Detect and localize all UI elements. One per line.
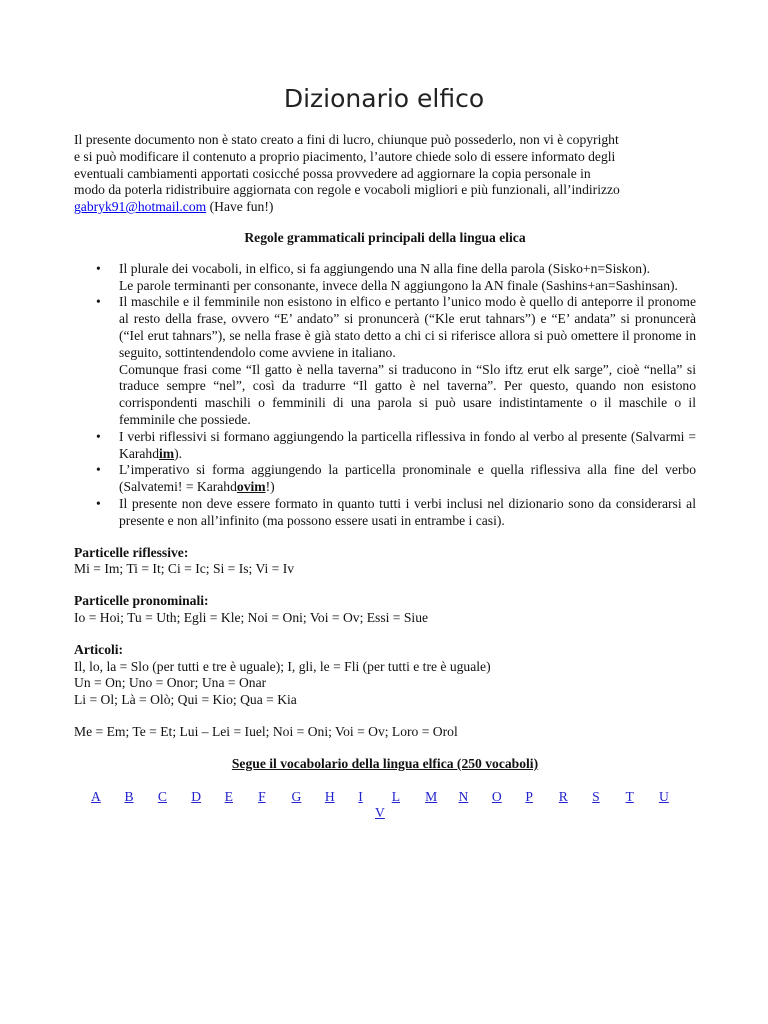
section-line: Il, lo, la = Slo (per tutti e tre è uguale); I, gli, le = Fli (per tutti e tre è uguale): [74, 658, 491, 674]
rule-text-part: I verbi riflessivi si formano aggiungendo la particella riflessiva in fondo al verbo al presente (Salvarmi = Karahd: [119, 428, 696, 461]
letter-link-d[interactable]: D: [191, 788, 202, 804]
intro-suffix: (Have fun!): [206, 199, 274, 215]
letter-link-m[interactable]: M: [425, 788, 438, 804]
bullet-icon: •: [96, 495, 101, 511]
rule-item: [74, 261, 696, 295]
section-title: Articoli:: [74, 641, 124, 657]
pronouns-line: Me = Em; Te = Et; Lui – Lei = Iuel; Noi = Oni; Voi = Ov; Loro = Orol: [74, 723, 458, 739]
rule-text: Il plurale dei vocaboli, in elfico, si fa aggiungendo una N alla fine della parola (Sisko+n=Siskon).: [119, 260, 650, 276]
letter-link-c[interactable]: C: [157, 788, 167, 804]
email-link[interactable]: gabryk91@hotmail.com: [74, 199, 207, 215]
section-line: Li = Ol; Là = Olò; Qui = Kio; Qua = Kia: [74, 692, 297, 708]
rule-text: Le parole terminanti per consonante, invece della N aggiungono la AN finale (Sashins+an=Sashinsan).: [119, 277, 678, 293]
rule-item: [74, 294, 696, 428]
pronominal-particles-section: [74, 593, 696, 627]
letter-link-n[interactable]: N: [458, 788, 469, 804]
rule-text: [119, 462, 696, 496]
rule-suffix-emphasis: ovim: [236, 479, 266, 495]
articles-section: [74, 642, 696, 709]
letter-link-g[interactable]: G: [291, 788, 302, 804]
rule-text-part: ).: [174, 445, 183, 461]
bullet-icon: •: [96, 462, 101, 478]
rule-item: [74, 496, 696, 530]
reflexive-particles-section: [74, 545, 696, 579]
rule-item: [74, 429, 696, 463]
letter-link-a[interactable]: A: [91, 788, 101, 804]
letter-link-t[interactable]: T: [625, 788, 634, 804]
letter-link-i[interactable]: I: [358, 788, 363, 804]
vocabulary-heading: Segue il vocabolario della lingua elfica (250 vocaboli): [231, 755, 539, 771]
rules-list: [74, 261, 696, 530]
rule-item: [74, 462, 696, 496]
letter-link-o[interactable]: O: [491, 788, 502, 804]
section-line: Io = Hoi; Tu = Uth; Egli = Kle; Noi = Oni; Voi = Ov; Essi = Siue: [74, 609, 429, 625]
letter-link-e[interactable]: E: [224, 788, 233, 804]
intro-line: e si può modificare il contenuto a proprio piacimento, l’autore chiede solo di essere informato degli: [74, 148, 616, 164]
bullet-icon: •: [96, 428, 101, 444]
letter-link-s[interactable]: S: [592, 788, 600, 804]
section-title: Particelle riflessive:: [74, 544, 189, 560]
section-line: Un = On; Uno = Onor; Una = Onar: [74, 675, 267, 691]
letter-link-v[interactable]: V: [375, 805, 385, 821]
letter-link-f[interactable]: F: [258, 788, 266, 804]
section-title: Particelle pronominali:: [74, 593, 209, 609]
intro-line: eventuali cambiamenti apportati cosicché possa provvedere ad aggiornare la copia personale in: [74, 165, 591, 181]
bullet-icon: •: [96, 260, 101, 276]
rule-text: Il presente non deve essere formato in quanto tutti i verbi inclusi nel dizionario sono da considerarsi al presente e non all’infinito (ma possono essere usati in entrambe i casi).: [119, 495, 696, 528]
letter-link-r[interactable]: R: [558, 788, 568, 804]
rule-text: Il maschile e il femminile non esistono in elfico e pertanto l’unico modo è quello di anteporre il pronome al resto della frase, ovvero “E’ andato” si pronuncerà (“Kle erut tahnars”) e “E’ andata” si pronuncerà (“Iel erut tahnars”), se nella frase è già stato detto a chi ci si riferisce allora si può omettere il pronome in seguito, sottintendendolo come avviene in italiano.: [119, 294, 696, 360]
letter-link-p[interactable]: P: [525, 788, 533, 804]
rule-text: [119, 429, 696, 463]
document-body: [74, 132, 696, 822]
intro-line: Il presente documento non è stato creato a fini di lucro, chiunque può possederlo, non vi è copyright: [74, 132, 619, 147]
letter-link-l[interactable]: L: [391, 788, 401, 804]
section-line: Mi = Im; Ti = It; Ci = Ic; Si = Is; Vi = Iv: [74, 561, 295, 577]
rule-text-part: L’imperativo si forma aggiungendo la particella pronominale e quella riflessiva alla fine del verbo (Salvatemi! = Karahd: [119, 462, 696, 495]
rules-heading: Regole grammaticali principali della lingua elica: [244, 229, 526, 245]
intro-line: modo da poterla ridistribuire aggiornata con regole e vocaboli migliori e più funzionali, all’indirizzo: [74, 182, 620, 198]
letter-link-h[interactable]: H: [324, 788, 335, 804]
rule-text-part: !): [265, 479, 275, 495]
letter-link-u[interactable]: U: [658, 788, 669, 804]
page-title: Dizionario elfico: [283, 84, 485, 113]
bullet-icon: •: [96, 294, 101, 310]
letter-index: [74, 789, 696, 823]
rule-suffix-emphasis: im: [159, 445, 175, 461]
letter-link-b[interactable]: B: [124, 788, 134, 804]
intro-paragraph: [74, 132, 696, 216]
rule-text: Comunque frasi come “Il gatto è nella taverna” si traducono in “Slo iftz erut elk sarge”, cioè “nella” si traduce sempre “nel”, così da tradurre “Il gatto è nel taverna”. Per questo, quando non esistono corrispondenti maschili o femminili di una parola si può usare indistintamente o il maschile o il femminile che possiede.: [119, 361, 696, 427]
